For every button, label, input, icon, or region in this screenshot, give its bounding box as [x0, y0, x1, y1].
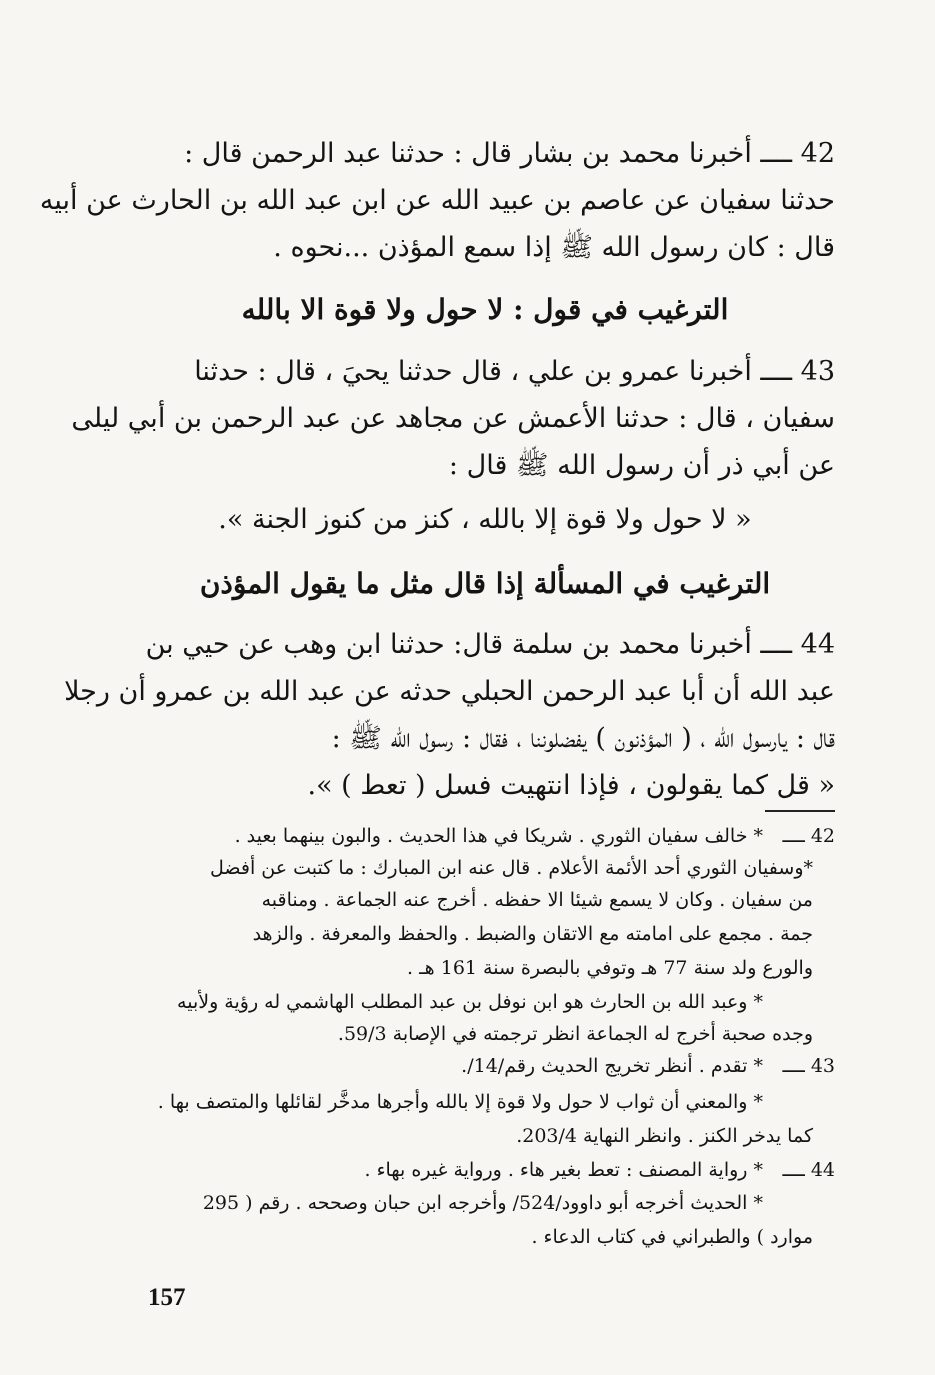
footnote-42-text: من سفيان . وكان لا يسمع شيئا الا حفظه . أخرج عنه الجماعة . ومناقبه	[261, 889, 813, 911]
hadith-43-line-3: عن أبي ذر أن رسول الله ﷺ قال :	[448, 450, 835, 481]
footnote-42-line-4	[135, 920, 835, 950]
footnote-43-line-3	[135, 1122, 835, 1152]
hadith-44-line-1: 44 ــــ أخبرنا محمد بن سلمة قال: حدثنا ابن وهب عن حيي بن	[145, 629, 835, 660]
footnote-42-text: والورع ولد سنة 77 هـ وتوفي بالبصرة سنة 161 هـ .	[407, 957, 813, 979]
footnote-43-text: كما يدخر الكنز . وانظر النهاية 203/4.	[516, 1125, 813, 1147]
footnote-42-line-7	[135, 1020, 835, 1050]
hadith-43-line-2: سفيان ، قال : حدثنا الأعمش عن مجاهد عن عبد الرحمن بن أبي ليلى	[71, 403, 835, 434]
footnote-44-text: موارد ) والطبراني في كتاب الدعاء .	[531, 1226, 813, 1248]
footnote-42-text: * وعبد الله بن الحارث هو ابن نوفل بن عبد المطلب الهاشمي له رؤية ولأبيه	[177, 991, 763, 1013]
hadith-43-line-1: 43 ــــ أخبرنا عمرو بن علي ، قال حدثنا يحيَ ، قال : حدثنا	[194, 356, 835, 387]
hadith-44-line-4: « قل كما يقولون ، فإذا انتهيت فسل ( تعط ) ».	[307, 770, 835, 801]
footnote-44-line-1	[135, 1156, 835, 1186]
page-number: 157	[148, 1284, 186, 1311]
hadith-43-quote: « لا حول ولا قوة إلا بالله ، كنز من كنوز الجنة ».	[218, 504, 752, 535]
footnote-43-line-1	[135, 1052, 835, 1082]
footnote-42-text: *وسفيان الثوري أحد الأئمة الأعلام . قال عنه ابن المبارك : ما كتبت عن أفضل	[210, 857, 813, 879]
section-heading-2: الترغيب في المسألة إذا قال مثل ما يقول المؤذن	[199, 567, 771, 600]
footnote-42-number: 42 ــــ	[782, 825, 835, 847]
footnote-44-text: * رواية المصنف : تعط بغير هاء . ورواية غيره بهاء .	[364, 1159, 763, 1181]
section-heading-1: الترغيب في قول : لا حول ولا قوة الا بالله	[241, 293, 729, 326]
hadith-44-line-3: قال : يارسول الله ، ( المؤذنون ) يفضلوننا ، فقال : رسول الله ﷺ :	[331, 723, 835, 754]
footnote-43-number: 43 ــــ	[782, 1055, 835, 1077]
footnote-43-line-2	[135, 1088, 835, 1118]
hadith-44-line-2: عبد الله أن أبا عبد الرحمن الحبلي حدثه عن عبد الله بن عمرو أن رجلا	[64, 676, 835, 707]
footnote-42-line-3	[135, 886, 835, 916]
footnote-43-text: * تقدم . أنظر تخريج الحديث رقم/14/.	[461, 1055, 763, 1077]
footnote-42-line-1	[135, 822, 835, 852]
footnote-42-line-6	[135, 988, 835, 1018]
footnote-44-line-2	[135, 1189, 835, 1219]
hadith-42-line-3: قال : كان رسول الله ﷺ إذا سمع المؤذن ...نحوه .	[273, 232, 835, 263]
hadith-42-line-2: حدثنا سفيان عن عاصم بن عبيد الله عن ابن عبد الله بن الحارث عن أبيه	[39, 185, 835, 216]
footnote-42-line-2	[135, 854, 835, 884]
footnote-42-text: وجده صحبة أخرج له الجماعة انظر ترجمته في الإصابة 59/3.	[337, 1023, 813, 1045]
footnote-divider	[765, 810, 835, 812]
hadith-42-line-1: 42 ــــ أخبرنا محمد بن بشار قال : حدثنا عبد الرحمن قال :	[184, 138, 835, 169]
footnote-44-line-3	[135, 1223, 835, 1253]
footnote-42-text: جمة . مجمع على امامته مع الاتقان والضبط . والحفظ والمعرفة . والزهد	[252, 923, 813, 945]
footnote-42-line-5	[135, 954, 835, 984]
footnote-44-text: * الحديث أخرجه أبو داوود/524/ وأخرجه ابن حبان وصححه . رقم ( 295	[202, 1192, 763, 1214]
footnote-44-number: 44 ــــ	[782, 1159, 835, 1181]
footnote-43-text: * والمعني أن ثواب لا حول ولا قوة إلا بالله وأجرها مدخَّر لقائلها والمتصف بها .	[157, 1091, 763, 1113]
footnote-42-text: * خالف سفيان الثوري . شريكا في هذا الحديث . والبون بينهما بعيد .	[234, 825, 763, 847]
